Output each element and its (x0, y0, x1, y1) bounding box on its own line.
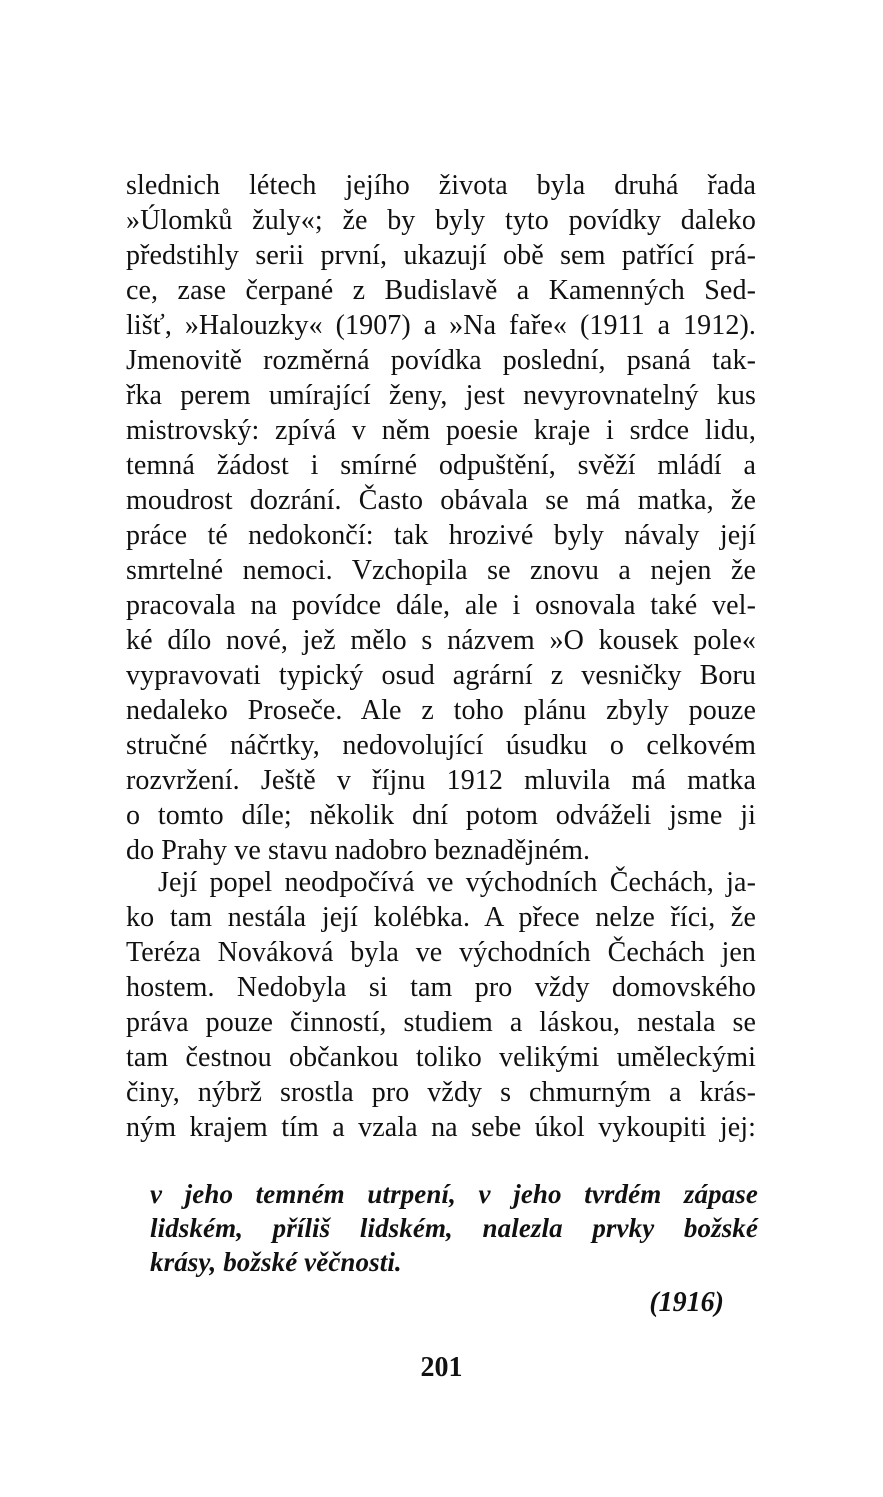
text-line: smrtelné nemoci. Vzchopila se znovu a nejen že (126, 555, 756, 586)
body-paragraph-2 (126, 865, 756, 1145)
text-line: ké dílo nové, jež mělo s názvem »O kousek pole« (126, 625, 756, 656)
text-line: předstihly serii první, ukazují obě sem patřící prá- (126, 240, 756, 271)
body-paragraph-1 (126, 168, 756, 868)
page-number: 201 (420, 1352, 463, 1383)
year-note: (1916) (649, 1287, 724, 1318)
text-line: nedaleko Proseče. Ale z toho plánu zbyly pouze (126, 695, 756, 726)
text-line: hostem. Nedobyla si tam pro vždy domovského (126, 972, 756, 1003)
text-line: tam čestnou občankou toliko velikými uměleckými (126, 1042, 756, 1073)
text-line: řka perem umírající ženy, jest nevyrovnatelný kus (126, 380, 756, 411)
text-line: vypravovati typický osud agrární z vesničky Boru (126, 660, 756, 691)
text-line: lišť, »Halouzky« (1907) a »Na faře« (1911 a 1912). (126, 310, 756, 341)
text-line: stručné náčrtky, nedovolující úsudku o celkovém (126, 730, 756, 761)
text-line: o tomto díle; několik dní potom odváželi jsme ji (126, 800, 756, 831)
text-line: temná žádost i smírné odpuštění, svěží mládí a (126, 450, 756, 481)
text-line: rozvržení. Ještě v říjnu 1912 mluvila má matka (126, 765, 756, 796)
text-line: Teréza Nováková byla ve východních Čechách jen (126, 937, 756, 968)
quote-line: krásy, božské věčnosti. (150, 1247, 402, 1277)
text-line: »Úlomků žuly«; že by byly tyto povídky daleko (126, 205, 756, 236)
quote-line: lidském, příliš lidském, nalezla prvky božské (150, 1213, 758, 1243)
text-line: práva pouze činností, studiem a láskou, nestala se (126, 1007, 756, 1038)
text-line: práce té nedokončí: tak hrozivé byly návaly její (126, 520, 756, 551)
text-line: moudrost dozrání. Často obávala se má matka, že (126, 485, 756, 516)
quote-line: v jeho temném utrpení, v jeho tvrdém zápase (150, 1179, 758, 1209)
text-line: Její popel neodpočívá ve východních Čechách, ja- (158, 867, 756, 898)
text-line: činy, nýbrž srostla pro vždy s chmurným a krás- (126, 1077, 756, 1108)
text-line: slednich létech jejího života byla druhá řada (126, 170, 756, 201)
text-line: ným krajem tím a vzala na sebe úkol vykoupiti jej: (126, 1112, 756, 1143)
italic-quote (150, 1177, 758, 1279)
text-line: Jmenovitě rozměrná povídka poslední, psaná tak- (126, 345, 756, 376)
text-line: mistrovský: zpívá v něm poesie kraje i srdce lidu, (126, 415, 756, 446)
text-line: pracovala na povídce dále, ale i osnovala také vel- (126, 590, 756, 621)
text-line: ko tam nestála její kolébka. A přece nelze říci, že (126, 902, 756, 933)
text-line: do Prahy ve stavu nadobro beznadějném. (126, 835, 591, 866)
text-line: ce, zase čerpané z Budislavě a Kamenných Sed- (126, 275, 756, 306)
